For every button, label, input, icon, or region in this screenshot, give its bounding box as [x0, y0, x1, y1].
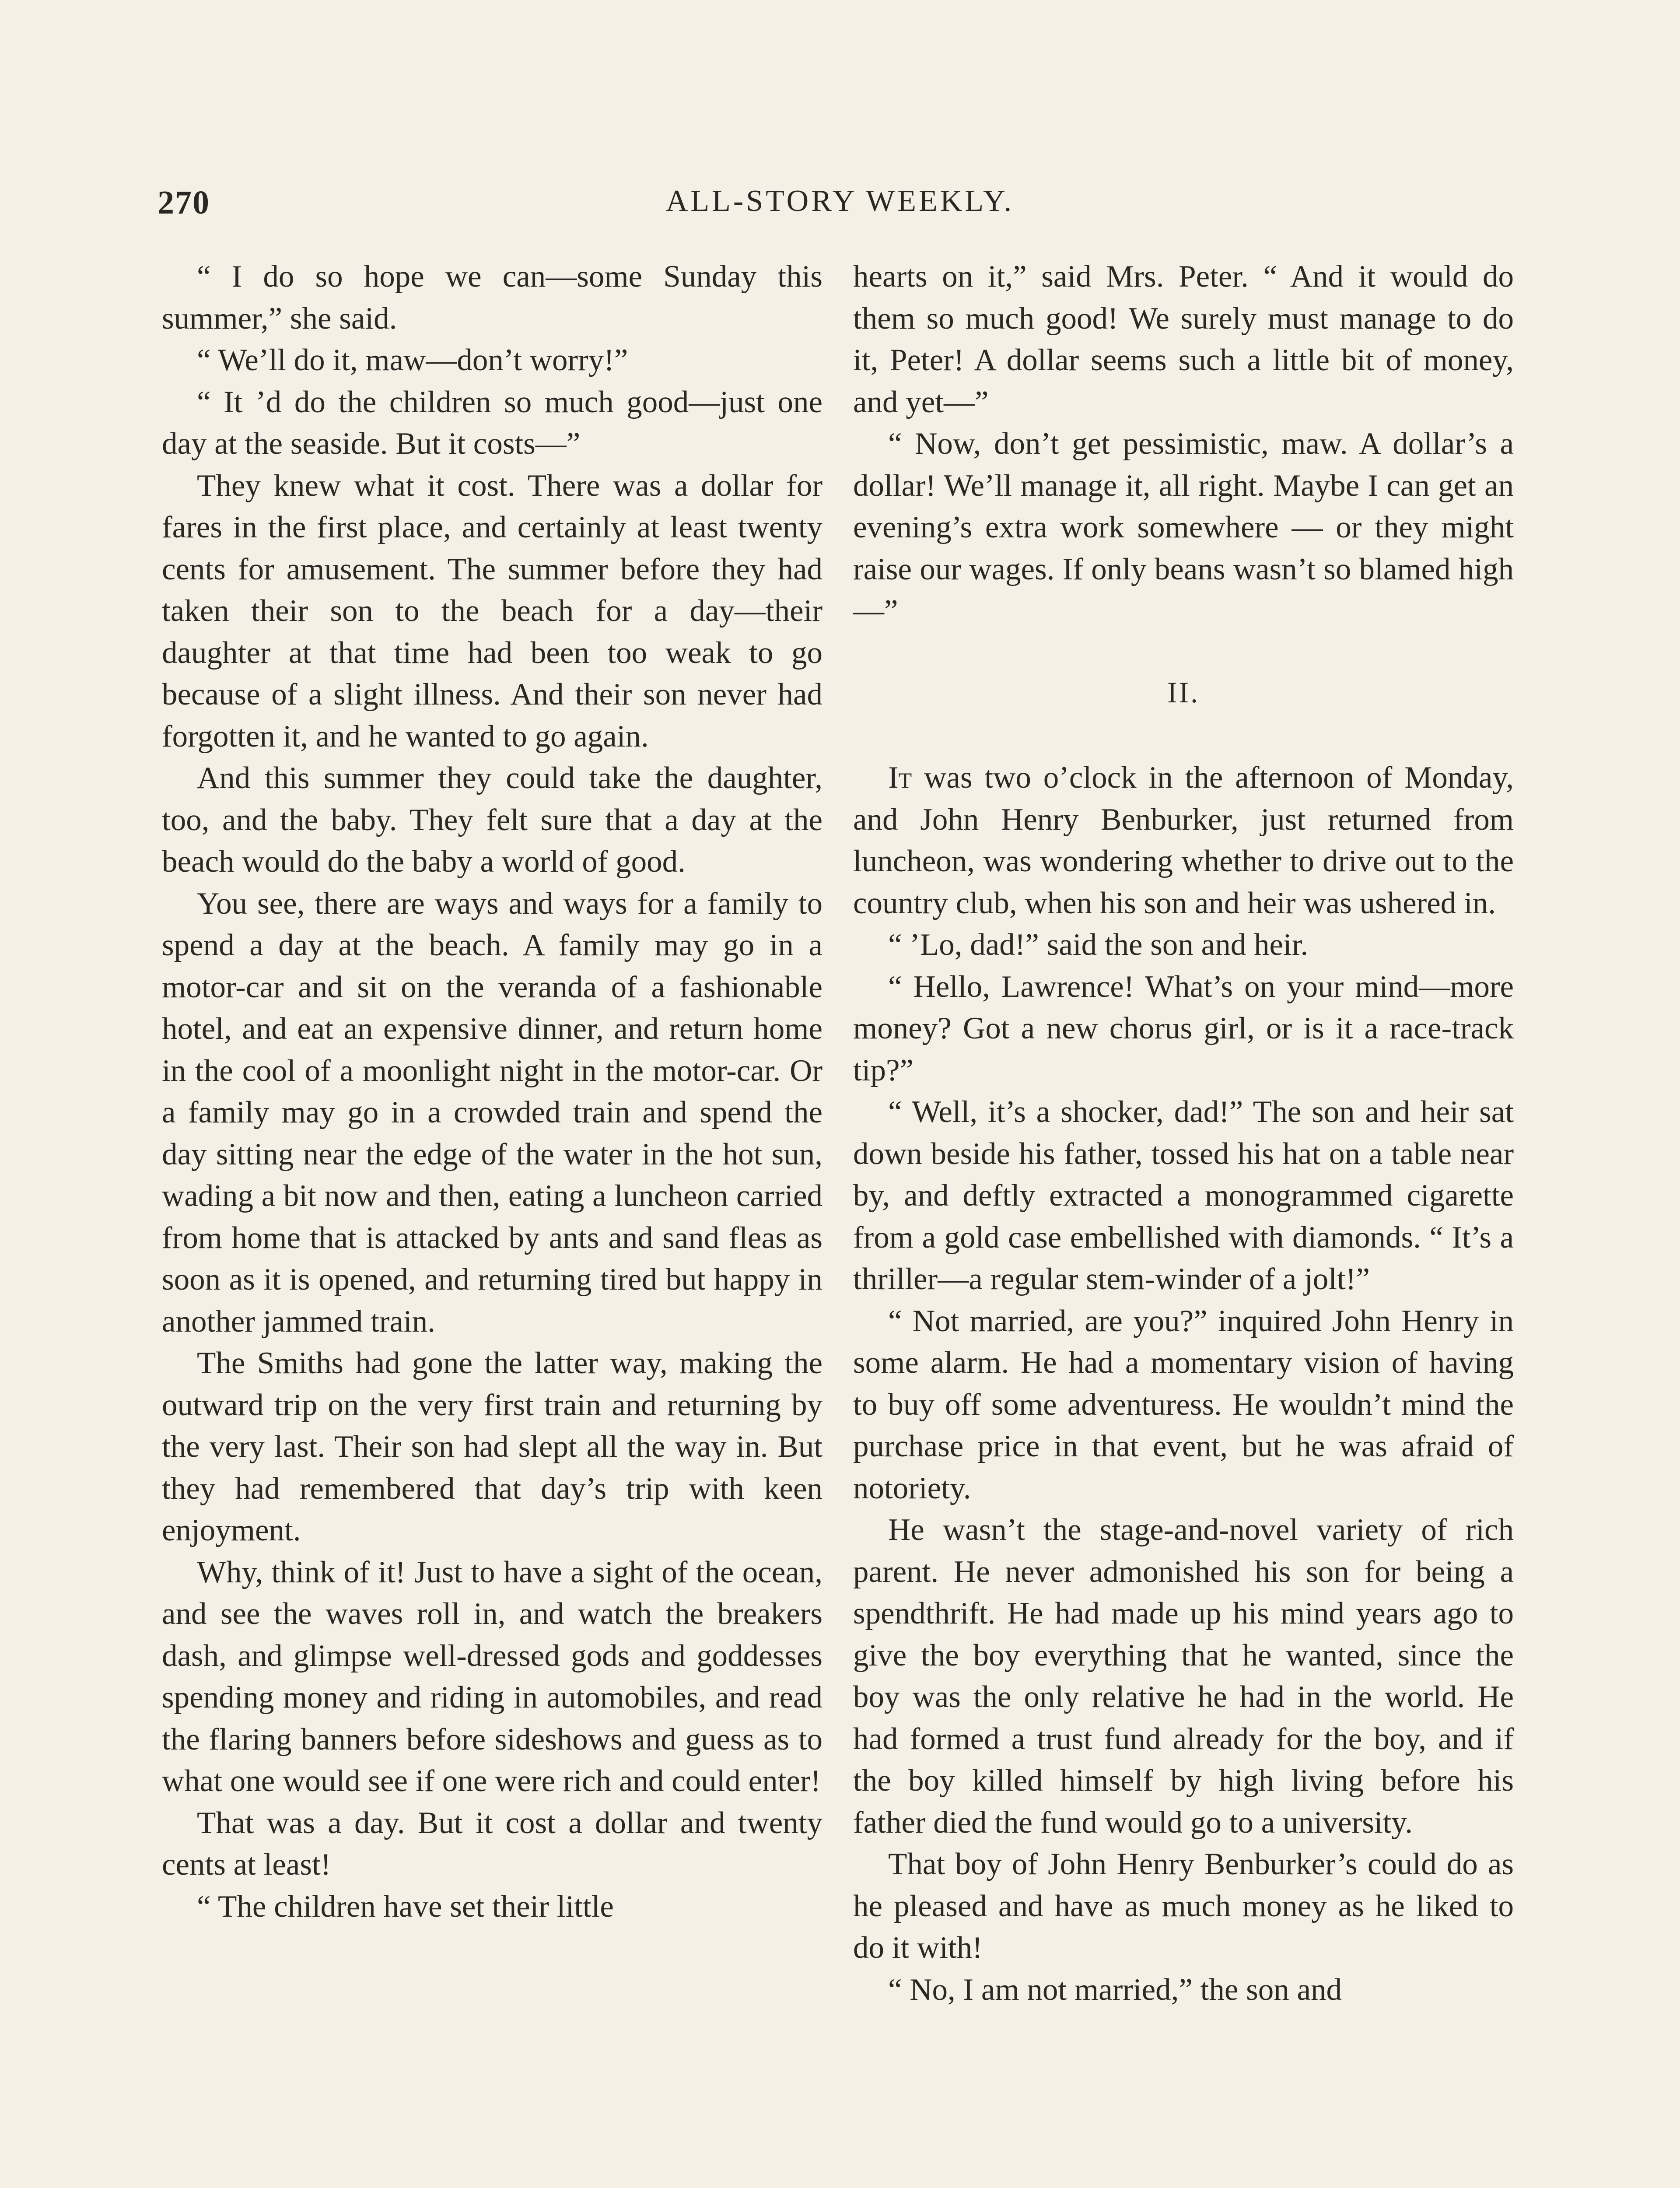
section-first-rest: was two o’clock in the afternoon of Monday, and John Henry Benburker, just returned from luncheon, was wondering whether to drive out to the country club, when his son and heir was ushered in. [853, 761, 1514, 920]
paragraph: And this summer they could take the daughter, too, and the baby. They felt sure that a day at the beach would do the baby a world of good. [162, 761, 822, 879]
running-title: ALL-STORY WEEKLY. [665, 184, 1015, 218]
paragraph: “ No, I am not married,” the son and [888, 1972, 1342, 2007]
paragraph: You see, there are ways and ways for a family to spend a day at the beach. A family may go in a motor-car and sit on the veranda of a fashionable hotel, and eat an expensive dinner, and return home in the cool of a moonlight night in the motor-car. Or a family may go in a crowded train and spend the day sitting near the edge of the water in the hot sun, wading a bit now and then, eating a luncheon carried from home that is attacked by ants and sand fleas as soon as it is opened, and returning tired but happy in another jammed train. [162, 886, 822, 1339]
section-heading: II. [1167, 675, 1200, 709]
paragraph: “ Not married, are you?” inquired John Henry in some alarm. He had a momentary vision of having to buy off some adventuress. He wouldn’t mind the purchase price in that event, but he was afraid of notoriety. [853, 1304, 1514, 1505]
paragraph: They knew what it cost. There was a dollar for fares in the first place, and certainly at least twenty cents for amusement. The summer before they had taken their son to the beach for a day—their daughter at that time had been too weak to go because of a slight illness. And their son never had forgotten it, and he wanted to go again. [162, 468, 822, 754]
paragraph: The Smiths had gone the latter way, making the outward trip on the very first train and returning by the very last. Their son had slept all the way in. But they had remembered that day’s trip with keen enjoyment. [162, 1346, 822, 1547]
page-number: 270 [158, 184, 210, 221]
paragraph: “ We’ll do it, maw—don’t worry!” [197, 343, 628, 377]
paragraph: hearts on it,” said Mrs. Peter. “ And it would do them so much good! We surely must manage to do it, Peter! A dollar seems such a little bit of money, and yet—” [853, 259, 1514, 419]
page-header [158, 179, 1522, 241]
section-opening-paragraph [853, 757, 1514, 924]
paragraph: That was a day. But it cost a dollar and twenty cents at least! [162, 1806, 822, 1882]
paragraph: “ It ’d do the children so much good—just one day at the seaside. But it costs—” [162, 385, 822, 461]
paragraph: “ ’Lo, dad!” said the son and heir. [888, 928, 1309, 962]
right-column [853, 256, 1514, 2011]
paragraph: “ Now, don’t get pessimistic, maw. A dollar’s a dollar! We’ll manage it, all right. Maybe I can get an evening’s extra work somewhere — or they might raise our wages. If only beans wasn’t so blamed high—” [853, 427, 1514, 628]
paragraph: “ Hello, Lawrence! What’s on your mind—more money? Got a new chorus girl, or is it a race-track tip?” [853, 969, 1514, 1087]
paragraph: He wasn’t the stage-and-novel variety of rich parent. He never admonished his son for being a spendthrift. He had made up his mind years ago to give the boy everything that he wanted, since the boy was the only relative he had in the world. He had formed a trust fund already for the boy, and if the boy killed himself by high living before his father died the fund would go to a university. [853, 1513, 1514, 1840]
paragraph: “ Well, it’s a shocker, dad!” The son and heir sat down beside his father, tossed his hat on a table near by, and deftly extracted a monogrammed cigarette from a gold case embellished with diamonds. “ It’s a thriller—a regular stem-winder of a jolt!” [853, 1095, 1514, 1296]
section-first-word: It [888, 761, 912, 795]
left-column [162, 256, 822, 1928]
paragraph: Why, think of it! Just to have a sight of the ocean, and see the waves roll in, and watch the breakers dash, and glimpse well-dressed gods and goddesses spending money and riding in automobiles, and read the flaring banners before sideshows and guess as to what one would see if one were rich and could enter! [162, 1555, 822, 1798]
paragraph: That boy of John Henry Benburker’s could do as he pleased and have as much money as he liked to do it with! [853, 1847, 1514, 1965]
paragraph: “ The children have set their little [197, 1889, 614, 1924]
paragraph: “ I do so hope we can—some Sunday this summer,” she said. [162, 259, 822, 336]
